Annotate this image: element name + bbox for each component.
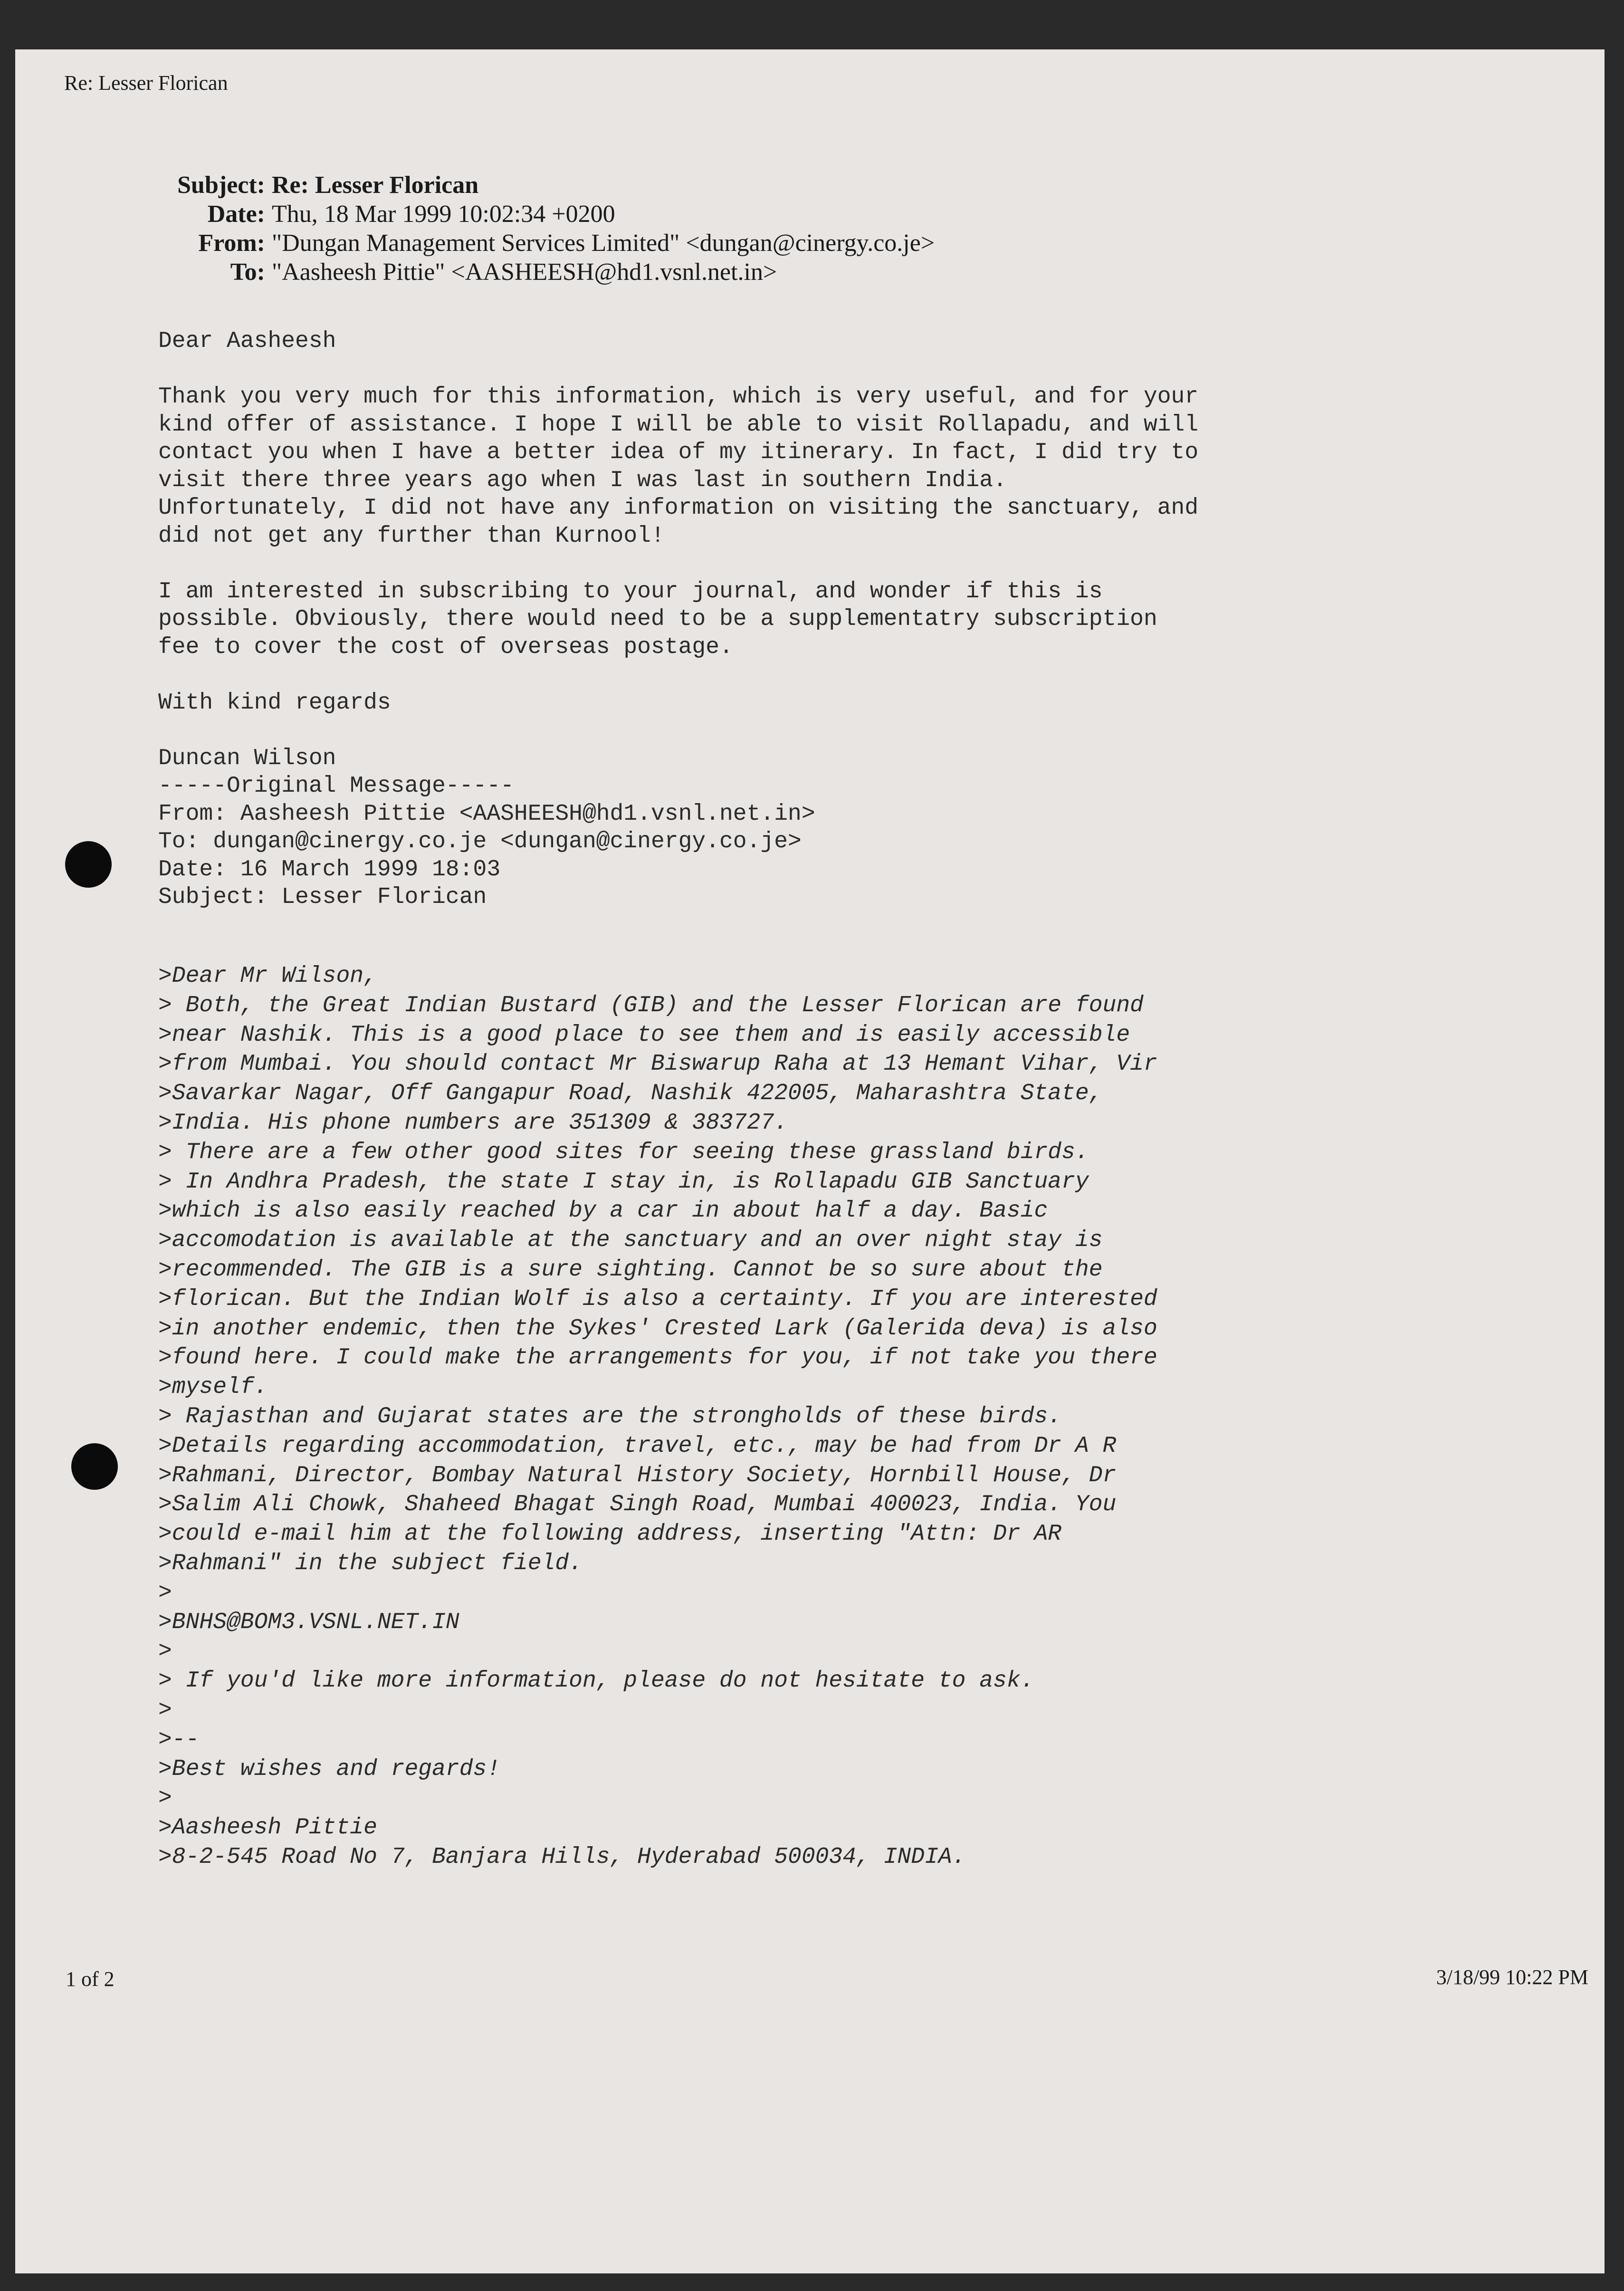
quoted-line: > If you'd like more information, please do not hesitate to ask. <box>158 1668 1034 1694</box>
quoted-line: >could e-mail him at the following address, inserting "Attn: Dr AR <box>158 1521 1062 1547</box>
body-line: I am interested in subscribing to your journal, and wonder if this is <box>158 578 1103 604</box>
header-value: "Aasheesh Pittie" <AASHEESH@hd1.vsnl.net.in> <box>272 259 777 286</box>
quoted-line: >which is also easily reached by a car in about half a day. Basic <box>158 1198 1048 1224</box>
body-line <box>158 717 1198 745</box>
punch-hole-top <box>65 841 112 888</box>
body-line <box>158 661 1198 689</box>
body-line: fee to cover the cost of overseas postage. <box>158 634 733 660</box>
quoted-line: >Best wishes and regards! <box>158 1756 501 1782</box>
header-label: Date: <box>207 201 265 228</box>
body-line: From: Aasheesh Pittie <AASHEESH@hd1.vsnl.net.in> <box>158 801 815 827</box>
email-headers <box>15 171 935 287</box>
body-line: contact you when I have a better idea of my itinerary. In fact, I did try to <box>158 440 1199 465</box>
quoted-line: >near Nashik. This is a good place to see them and is easily accessible <box>158 1022 1130 1048</box>
running-header: Re: Lesser Florican <box>64 71 228 95</box>
header-date <box>15 200 935 229</box>
body-line: possible. Obviously, there would need to be a supplementatry subscription <box>158 606 1157 632</box>
quoted-line: >Rahmani" in the subject field. <box>158 1550 583 1576</box>
body-line: To: dungan@cinergy.co.je <dungan@cinergy.co.je> <box>158 829 802 854</box>
quoted-line: >myself. <box>158 1374 268 1400</box>
header-value: Re: Lesser Florican <box>272 172 479 199</box>
header-to <box>15 258 935 287</box>
quoted-line: > <box>158 1785 172 1812</box>
header-label: To: <box>230 259 265 286</box>
email-body <box>158 327 1198 911</box>
quoted-line: >Aasheesh Pittie <box>158 1815 377 1841</box>
body-line <box>158 550 1198 578</box>
body-line: Subject: Lesser Florican <box>158 884 487 910</box>
quoted-line: >Salim Ali Chowk, Shaheed Bhagat Singh Road, Mumbai 400023, India. You <box>158 1492 1117 1518</box>
quoted-line: >accomodation is available at the sanctuary and an over night stay is <box>158 1227 1103 1254</box>
body-line: Thank you very much for this information, which is very useful, and for your <box>158 384 1199 410</box>
document-page <box>15 49 1605 2273</box>
body-line: did not get any further than Kurnool! <box>158 523 665 549</box>
header-label: From: <box>198 230 265 257</box>
print-timestamp: 3/18/99 10:22 PM <box>1436 1965 1588 1989</box>
quoted-line: >Dear Mr Wilson, <box>158 963 377 989</box>
quoted-line: > There are a few other good sites for seeing these grassland birds. <box>158 1139 1089 1165</box>
quoted-line: > Rajasthan and Gujarat states are the strongholds of these birds. <box>158 1403 1062 1429</box>
quoted-line: >-- <box>158 1726 200 1753</box>
quoted-line: > <box>158 1639 172 1665</box>
quoted-line: >8-2-545 Road No 7, Banjara Hills, Hyderabad 500034, INDIA. <box>158 1844 966 1870</box>
quoted-line: >recommended. The GIB is a sure sighting. Cannot be so sure about the <box>158 1256 1103 1283</box>
quoted-line: >Details regarding accommodation, travel, etc., may be had from Dr A R <box>158 1433 1117 1459</box>
body-line: -----Original Message----- <box>158 773 514 799</box>
quoted-line: >BNHS@BOM3.VSNL.NET.IN <box>158 1609 459 1635</box>
page-number: 1 of 2 <box>66 1967 115 1991</box>
header-value: Thu, 18 Mar 1999 10:02:34 +0200 <box>272 201 615 228</box>
header-subject <box>15 171 935 200</box>
punch-hole-bottom <box>71 1443 118 1490</box>
quoted-line: >from Mumbai. You should contact Mr Biswarup Raha at 13 Hemant Vihar, Vir <box>158 1051 1157 1077</box>
quoted-line: >Savarkar Nagar, Off Gangapur Road, Nashik 422005, Maharashtra State, <box>158 1081 1103 1107</box>
body-line: With kind regards <box>158 690 391 716</box>
quoted-line: >found here. I could make the arrangements for you, if not take you there <box>158 1345 1157 1371</box>
quoted-line: > In Andhra Pradesh, the state I stay in, is Rollapadu GIB Sanctuary <box>158 1169 1089 1195</box>
quoted-message <box>158 962 1157 1872</box>
header-from <box>15 229 935 258</box>
body-line <box>158 355 1198 383</box>
quoted-line: >Rahmani, Director, Bombay Natural History Society, Hornbill House, Dr <box>158 1462 1117 1488</box>
body-line: Dear Aasheesh <box>158 328 336 354</box>
quoted-line: >in another endemic, then the Sykes' Crested Lark (Galerida deva) is also <box>158 1315 1157 1342</box>
body-line: Unfortunately, I did not have any information on visiting the sanctuary, and <box>158 495 1199 521</box>
header-label: Subject: <box>177 172 265 199</box>
body-line: Date: 16 March 1999 18:03 <box>158 856 501 882</box>
body-line: kind offer of assistance. I hope I will be able to visit Rollapadu, and will <box>158 412 1199 438</box>
body-line: Duncan Wilson <box>158 745 336 771</box>
header-value: "Dungan Management Services Limited" <dungan@cinergy.co.je> <box>272 230 935 257</box>
quoted-line: > <box>158 1697 172 1723</box>
quoted-line: > Both, the Great Indian Bustard (GIB) and the Lesser Florican are found <box>158 992 1144 1018</box>
quoted-line: >florican. But the Indian Wolf is also a certainty. If you are interested <box>158 1286 1157 1312</box>
body-line: visit there three years ago when I was last in southern India. <box>158 467 1007 493</box>
quoted-line: > <box>158 1580 172 1606</box>
quoted-line: >India. His phone numbers are 351309 & 383727. <box>158 1110 788 1136</box>
